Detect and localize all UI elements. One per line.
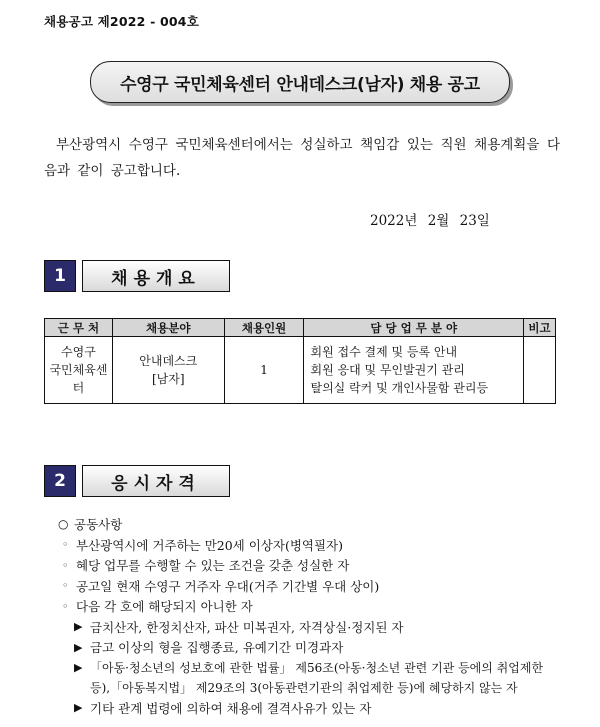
section-2-heading (44, 465, 230, 497)
table-row (45, 337, 556, 404)
header-note: 비고 (524, 319, 556, 337)
sub-item-text: 기타 관계 법령에 의하여 채용에 결격사유가 있는 자 (90, 700, 372, 716)
cell-field (112, 337, 224, 404)
header-duties: 담 당 업 무 분 야 (304, 319, 524, 337)
triangle-bullet-icon: ▶ (74, 620, 83, 634)
section-2-number: 2 (44, 465, 76, 497)
sub-item-text: 「아동·청소년의 성보호에 관한 법률」 제56조(아동·청소년 관련 기관 등에의 취업제한 등),「아동복지법」 제29조의 3(아동관련기관의 취업제한 등)에 혜당하지 않는 자 (90, 660, 544, 695)
common-label: 공동사항 (74, 517, 123, 533)
item-text: 혜당 업무를 수행할 수 있는 조건을 갖춘 성실한 자 (76, 558, 350, 574)
field-line: 안내데스크 (139, 354, 198, 368)
section-1-heading (44, 260, 230, 292)
list-item (44, 576, 574, 597)
sub-list-item (44, 698, 574, 719)
sub-item-text: 금고 이상의 형을 집행종료, 유예기간 미경과자 (90, 640, 344, 656)
workplace-line: 국민체육센터 (49, 363, 108, 395)
header-count: 채용인원 (224, 319, 304, 337)
recruitment-table (44, 318, 556, 404)
dot-bullet-icon: ◦ (62, 579, 69, 593)
table-header-row (45, 319, 556, 337)
qualifications (44, 514, 574, 718)
section-2-title: 응시자격 (82, 465, 230, 497)
header-workplace: 근 무 처 (45, 319, 113, 337)
cell-workplace (45, 337, 113, 404)
notice-date: 2022년 2월 23일 (370, 213, 490, 229)
section-1-number: 1 (44, 260, 76, 292)
list-item (44, 596, 574, 617)
duty-line: 회원 접수 결제 및 등록 안내 (310, 345, 458, 359)
page-title (90, 61, 510, 103)
cell-note (524, 337, 556, 404)
triangle-bullet-icon: ▶ (74, 701, 83, 715)
list-item (44, 535, 574, 556)
section-1-title: 채용개요 (82, 260, 230, 292)
item-text: 다음 각 호에 해당되지 아니한 자 (76, 599, 253, 615)
page-title-text: 수영구 국민체육센터 안내데스크(남자) 채용 공고 (120, 74, 480, 95)
intro-paragraph: 부산광역시 수영구 국민체육센터에서는 성실하고 책임감 있는 직원 채용계획을 다음과 같이 공고합니다. (44, 137, 560, 179)
cell-count: 1 (224, 337, 304, 404)
sub-item-text: 금치산자, 한정치산자, 파산 미복권자, 자격상실·정지된 자 (90, 619, 404, 635)
sub-list-item (44, 637, 574, 658)
item-text: 공고일 현재 수영구 거주자 우대(거주 기간별 우대 상이) (76, 578, 380, 594)
dot-bullet-icon: ◦ (62, 599, 69, 613)
duty-line: 회원 응대 및 무인발권기 관리 (310, 363, 465, 377)
list-item (44, 555, 574, 576)
sub-list-item (44, 658, 574, 698)
dot-bullet-icon: ◦ (62, 558, 69, 572)
cell-duties (304, 337, 524, 404)
duty-line: 탈의실 락커 및 개인사물함 관리등 (310, 381, 489, 395)
triangle-bullet-icon: ▶ (74, 640, 83, 654)
list-item (44, 514, 574, 535)
dot-bullet-icon: ◦ (62, 538, 69, 552)
field-line: [남자] (151, 372, 185, 386)
sub-list-item (44, 617, 574, 638)
header-field: 채용분야 (112, 319, 224, 337)
notice-number: 채용공고 제2022 - 004호 (44, 14, 199, 29)
workplace-line: 수영구 (61, 345, 96, 359)
circle-bullet-icon: ○ (58, 517, 69, 532)
triangle-bullet-icon: ▶ (74, 660, 83, 674)
item-text: 부산광역시에 거주하는 만20세 이상자(병역필자) (76, 537, 344, 553)
